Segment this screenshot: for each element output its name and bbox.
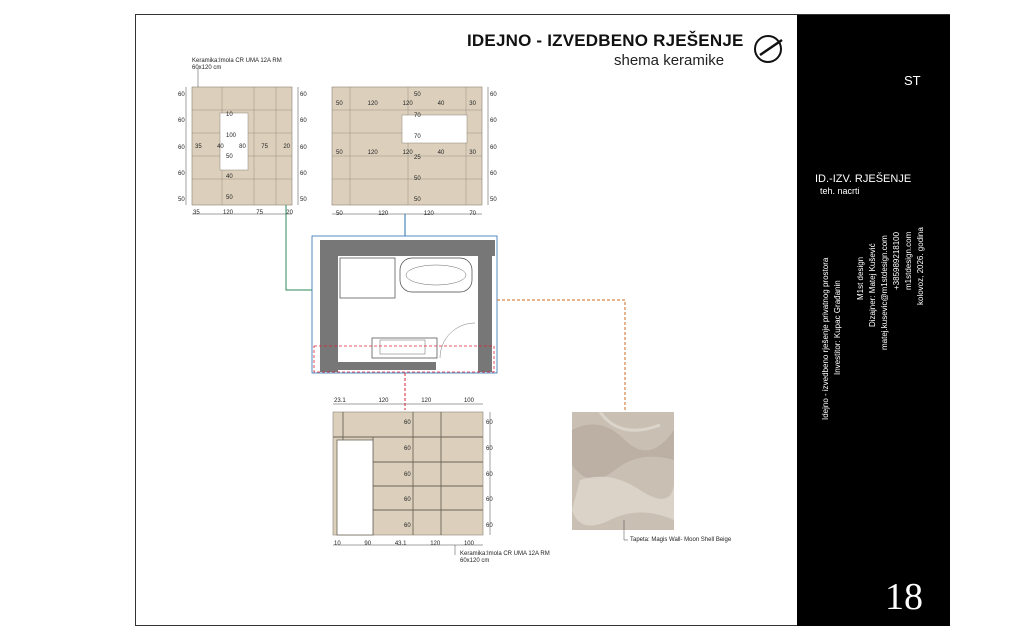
wallpaper-swatch bbox=[572, 412, 674, 540]
sidebar-doc-title: ID.-IZV. RJEŠENJE bbox=[815, 173, 912, 185]
elevation-bottom bbox=[333, 404, 490, 555]
e2-top-dims: 50 120 120 40 30 bbox=[336, 101, 476, 107]
designer-email: matej.kusevic@m1stdesign.com bbox=[880, 235, 889, 350]
page-title: IDEJNO - IZVEDBENO RJEŠENJE bbox=[467, 31, 744, 50]
project-line1: Idejno - izvedbeno rješenje privatnog prostora bbox=[821, 257, 830, 420]
e1-mid-dims: 35 40 80 75 20 bbox=[195, 144, 290, 150]
e3-bottom-dims: 10 90 43.1 120 100 bbox=[334, 541, 474, 547]
e3-inner-dims: 60 60 60 60 60 bbox=[404, 420, 411, 529]
company-website: m1stdesign.com bbox=[904, 231, 913, 290]
e2-right-dims: 60 60 60 60 50 bbox=[490, 92, 497, 203]
company-name: M1st design bbox=[856, 256, 865, 300]
designer-name: Dizajner: Matej Kušević bbox=[868, 243, 877, 327]
wallpaper-label: Tapeta: Magis Wall- Moon Shell Beige bbox=[630, 537, 732, 543]
north-arrow-icon bbox=[755, 36, 782, 62]
ceramic-bottom-label: Keramika:Imola CR UMA 12A RM 60x120 cm bbox=[460, 551, 550, 564]
e1-right-dims: 60 60 60 60 50 bbox=[300, 92, 307, 203]
floor-plan bbox=[312, 236, 497, 373]
sidebar-doc-sub: teh. nacrti bbox=[820, 186, 860, 196]
e3-right-dims: 60 60 60 60 60 bbox=[486, 420, 493, 529]
e3-top-dims: 23.1 120 120 100 bbox=[334, 398, 474, 404]
e2-bottom-dims: 50 120 120 70 bbox=[336, 211, 476, 217]
e2-inner-dims: 50 70 70 25 50 50 bbox=[414, 92, 421, 203]
page-subtitle: shema keramike bbox=[614, 52, 725, 69]
project-line2: Investitor: Kupac Građanin bbox=[833, 280, 842, 375]
logo-superscript: ST bbox=[904, 73, 921, 88]
e2-mid-dims: 50 120 120 40 30 bbox=[336, 150, 476, 156]
designer-phone: +385989218100 bbox=[892, 231, 901, 290]
e1-bottom-dims: 35 120 75 20 bbox=[193, 210, 293, 216]
document-date: kolovoz, 2026. godina bbox=[916, 227, 925, 305]
ceramic-top-label: Keramika:Imola CR UMA 12A RM 60x120 cm bbox=[192, 58, 282, 71]
e1-inner-dims: 10 100 50 40 50 bbox=[226, 112, 237, 201]
page-number: 18 bbox=[885, 576, 923, 618]
e1-left-dims: 60 60 60 60 50 bbox=[178, 92, 185, 203]
